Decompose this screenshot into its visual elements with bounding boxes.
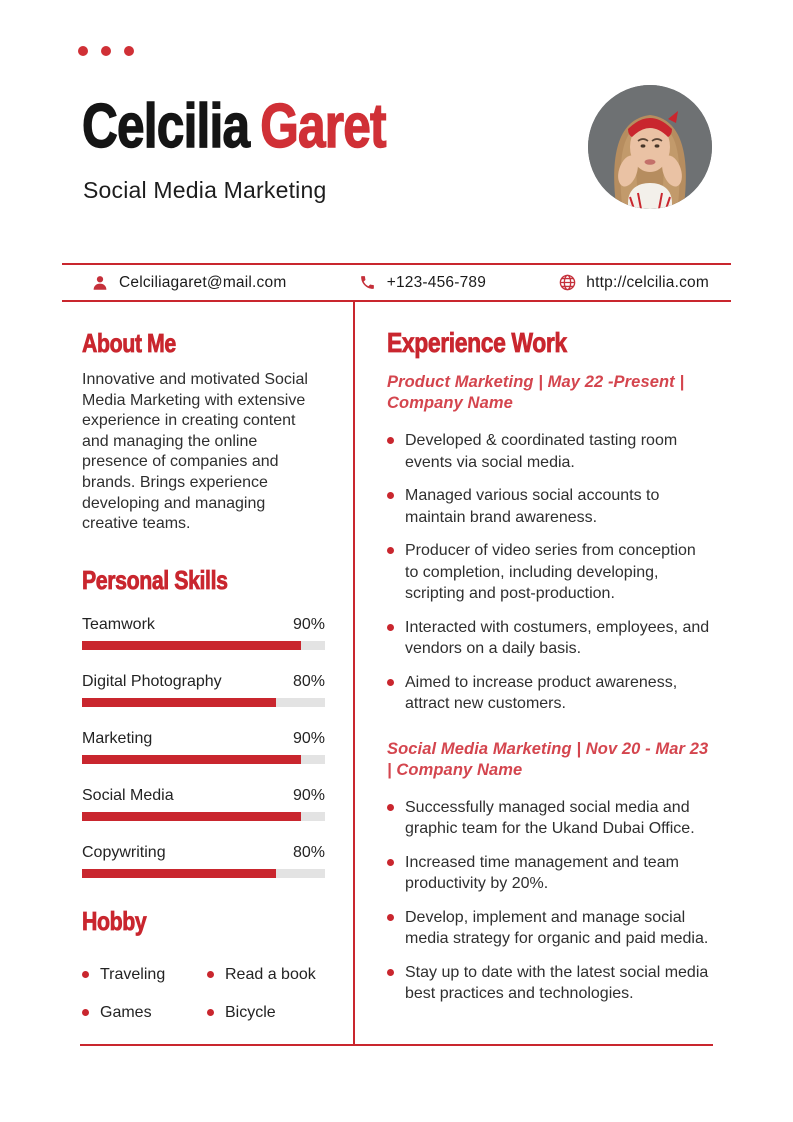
contact-phone[interactable]: +123-456-789: [386, 273, 487, 291]
hobby-label: Traveling: [100, 965, 166, 983]
skill-row: [82, 786, 325, 821]
dot-icon: [207, 1009, 214, 1016]
name-first: Celcilia: [82, 92, 250, 161]
job-title: Social Media Marketing | Nov 20 - Mar 23 | Company Name: [387, 739, 709, 779]
left-column: [82, 302, 325, 1022]
dot-icon: [387, 914, 394, 921]
profile-photo: [588, 85, 712, 209]
dot-icon: [387, 492, 394, 499]
skill-label: Digital Photography: [82, 672, 222, 690]
column-divider: [353, 302, 355, 1044]
dot-icon: [82, 1009, 89, 1016]
contact-phone-item: [358, 273, 486, 293]
skill-bar-fill: [82, 869, 276, 878]
job-title: Product Marketing | May 22 -Present | Company Name: [387, 373, 685, 412]
skill-percent: 90%: [292, 786, 325, 804]
dot-icon: [387, 624, 394, 631]
skills-list: [82, 615, 325, 878]
experience-heading: Experience Work: [387, 327, 567, 358]
job-bullet: Aimed to increase product awareness, attract new customers.: [387, 672, 712, 715]
job-subtitle: Social Media Marketing: [83, 177, 327, 203]
hobby-item: [207, 1004, 325, 1022]
skills-heading: Personal Skills: [82, 564, 228, 595]
contact-website[interactable]: http://celcilia.com: [586, 273, 709, 291]
skill-bar-track: [82, 641, 325, 650]
hobby-label: Read a book: [225, 965, 316, 983]
contact-bar: [62, 263, 731, 302]
skill-bar-fill: [82, 641, 301, 650]
dot-icon: [207, 971, 214, 978]
hobby-label: Games: [100, 1003, 152, 1021]
about-text: Innovative and motivated Social Media Marketing with extensive experience in creating content and managing the online presence of companies and brands. Brings experience developing and managing creative teams.: [82, 371, 308, 533]
job-bullet: Develop, implement and manage social media strategy for organic and paid media.: [387, 907, 712, 950]
contact-email-item: [90, 273, 286, 293]
job-bullet: Interacted with costumers, employees, and vendors on a daily basis.: [387, 617, 712, 660]
skill-bar-fill: [82, 755, 301, 764]
hobby-item: [82, 1004, 207, 1022]
job-bullet: Managed various social accounts to maintain brand awareness.: [387, 485, 712, 528]
skill-percent: 80%: [292, 672, 325, 690]
dot-icon: [387, 969, 394, 976]
skill-percent: 80%: [292, 843, 325, 861]
dot-icon: [101, 46, 111, 56]
job-bullet: Stay up to date with the latest social media best practices and technologies.: [387, 962, 712, 1005]
skill-percent: 90%: [292, 729, 325, 747]
skill-bar-track: [82, 869, 325, 878]
job-bullet-list: [387, 797, 712, 1005]
skill-row: [82, 672, 325, 707]
skill-bar-fill: [82, 812, 301, 821]
skill-row: [82, 843, 325, 878]
contact-email[interactable]: Celciliagaret@mail.com: [119, 273, 287, 291]
job-bullet: Successfully managed social media and graphic team for the Ukand Dubai Office.: [387, 797, 712, 840]
skill-row: [82, 729, 325, 764]
dot-icon: [387, 804, 394, 811]
skill-label: Marketing: [82, 729, 153, 747]
job-bullet: Developed & coordinated tasting room events via social media.: [387, 430, 712, 473]
hobby-list: [82, 966, 325, 1022]
skill-bar-track: [82, 755, 325, 764]
hobby-item: [82, 966, 207, 984]
user-icon: [90, 273, 110, 293]
footer-divider: [80, 1044, 713, 1046]
hobby-item: [207, 966, 325, 984]
dot-icon: [387, 679, 394, 686]
dot-icon: [387, 437, 394, 444]
decorative-dots: [78, 46, 134, 56]
skill-row: [82, 615, 325, 650]
right-column: [387, 302, 712, 1017]
skill-percent: 90%: [292, 615, 325, 633]
job-bullet: Increased time management and team productivity by 20%.: [387, 852, 712, 895]
job-bullet: Producer of video series from conception to completion, including developing, scripting and post-production.: [387, 540, 712, 605]
dot-icon: [78, 46, 88, 56]
profile-photo-illustration: [588, 85, 712, 209]
contact-website-item: [557, 273, 709, 293]
phone-icon: [358, 273, 378, 293]
skill-label: Social Media: [82, 786, 174, 804]
skill-bar-fill: [82, 698, 276, 707]
name-last: Garet: [260, 92, 386, 161]
hobby-heading: Hobby: [82, 905, 147, 936]
skill-bar-track: [82, 812, 325, 821]
dot-icon: [82, 971, 89, 978]
about-heading: About Me: [82, 328, 176, 358]
globe-icon: [557, 273, 577, 293]
job-bullet-list: [387, 430, 712, 715]
hobby-label: Bicycle: [225, 1003, 276, 1021]
skill-bar-track: [82, 698, 325, 707]
dot-icon: [124, 46, 134, 56]
skill-label: Copywriting: [82, 843, 166, 861]
dot-icon: [387, 859, 394, 866]
dot-icon: [387, 547, 394, 554]
skill-label: Teamwork: [82, 615, 155, 633]
page-title: [82, 94, 462, 160]
